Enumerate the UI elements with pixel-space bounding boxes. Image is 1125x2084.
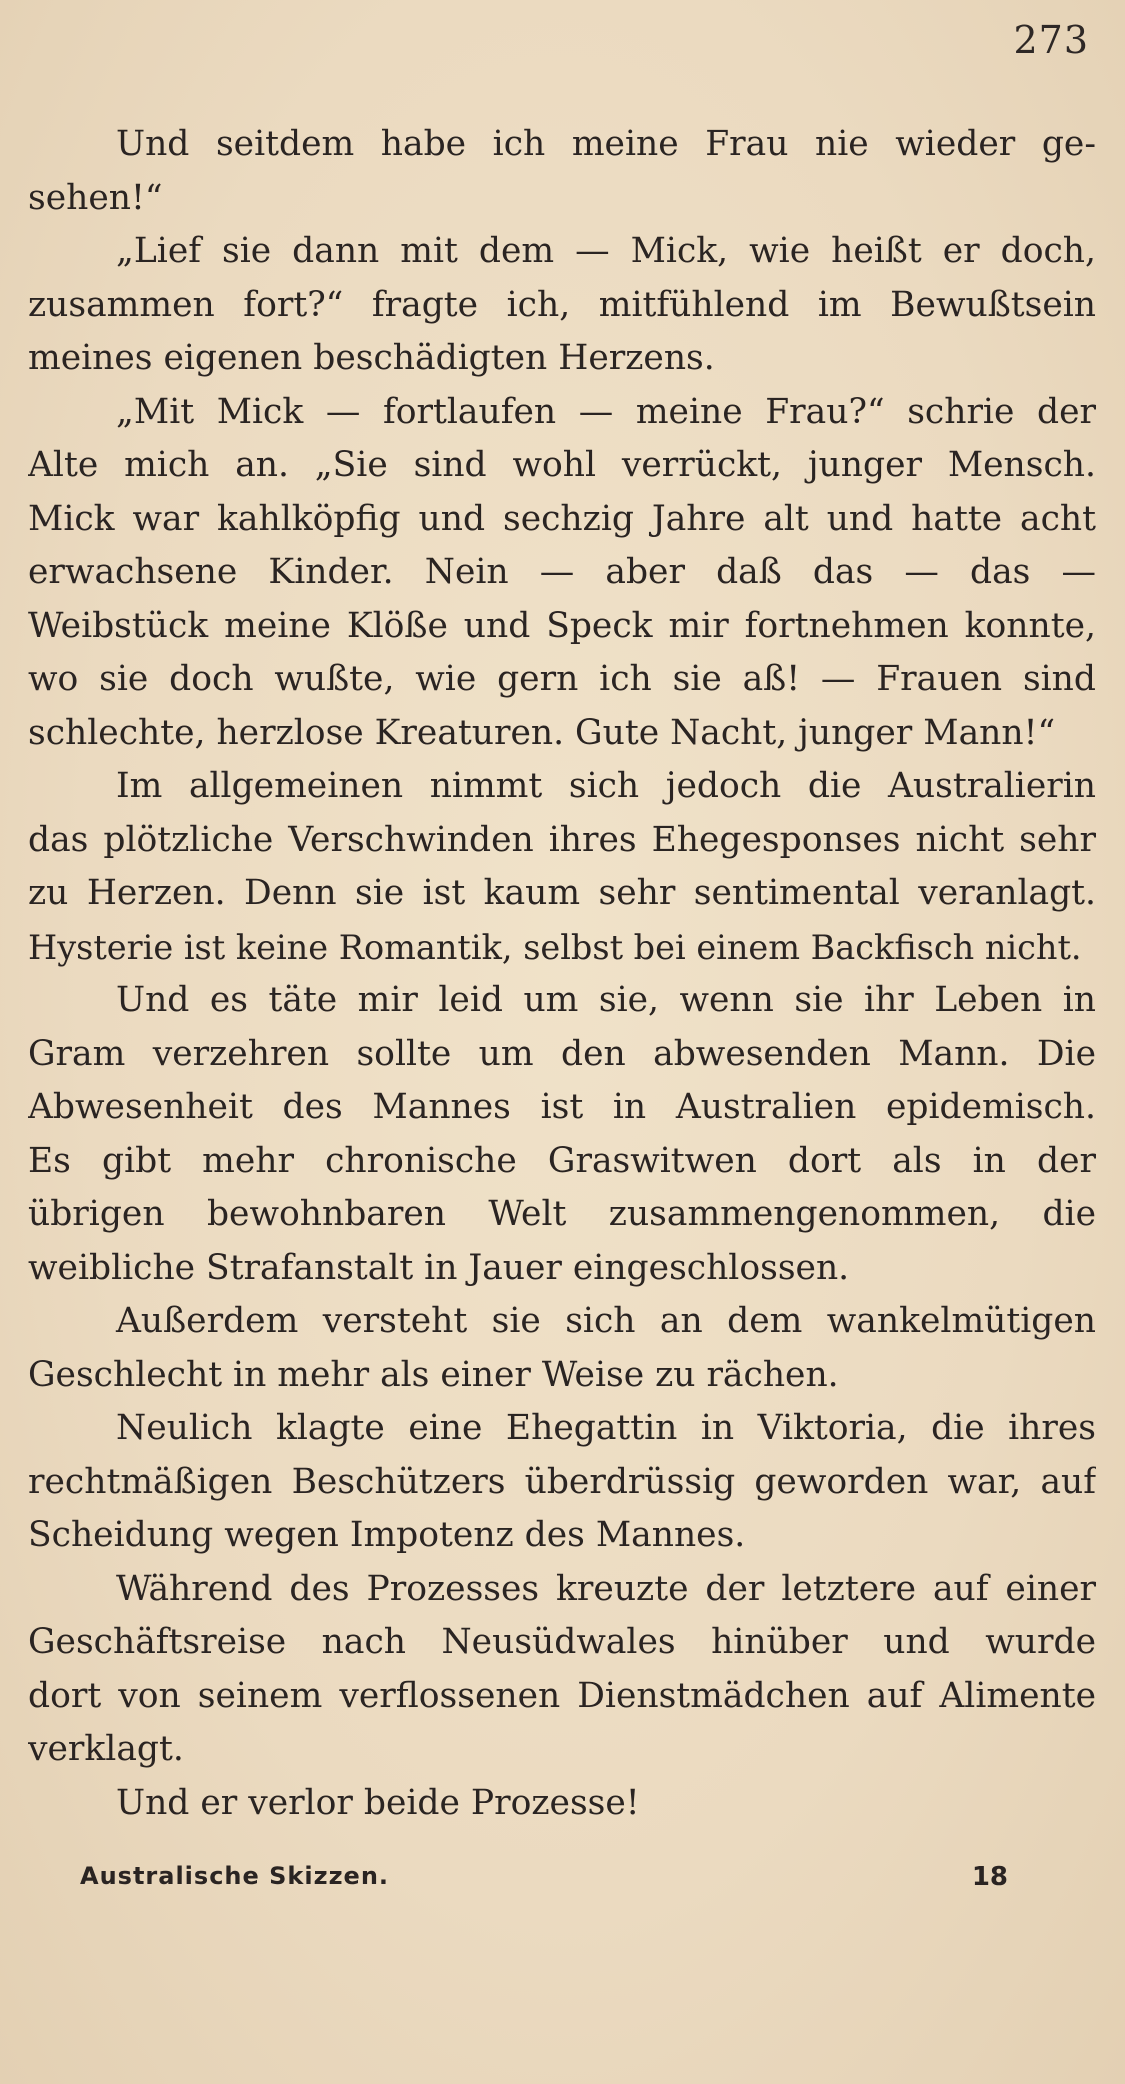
text-line: Neulich klagte eine Ehegattin in Viktoria, die ihres [116,1408,1096,1448]
body-text [28,118,1096,1830]
text-line: erwachsene Kinder. Nein — aber daß das — das — [28,552,1096,592]
text-line: Mick war kahlköpfig und sechzig Jahre alt und hatte acht [28,498,1096,539]
text-line: schlechte, herzlose Kreaturen. Gute Nacht, junger Mann!“ [28,712,1056,753]
text-line: zusammen fort?“ fragte ich, mitfühlend im Bewußtsein [28,284,1096,325]
text-line: übrigen bewohnbaren Welt zusammengenommen, die [28,1194,1096,1234]
signature-mark: 18 [971,1862,1008,1892]
text-line: wo sie doch wußte, wie gern ich sie aß! — Frauen sind [28,659,1096,699]
text-line: Alte mich an. „Sie sind wohl verrückt, junger Mensch. [28,445,1096,485]
text-line: Außerdem versteht sie sich an dem wankelmütigen [116,1301,1096,1341]
text-line: rechtmäßigen Beschützers überdrüssig geworden war, auf [28,1461,1096,1502]
text-line: weibliche Strafanstalt in Jauer eingeschlossen. [28,1247,850,1288]
running-title: Australische Skizzen. [80,1862,390,1890]
text-line: Und er verlor beide Prozesse! [116,1782,640,1823]
text-line: Abwesenheit des Mannes ist in Australien epidemisch. [28,1087,1096,1127]
text-line: zu Herzen. Denn sie ist kaum sehr sentimental veranlagt. [28,873,1096,913]
text-line: Geschlecht in mehr als einer Weise zu rächen. [28,1354,839,1395]
text-line: Und seitdem habe ich meine Frau nie wieder ge- [116,124,1096,164]
text-line: Hysterie ist keine Romantik, selbst bei einem Backfisch nicht. [28,927,1082,967]
text-line: sehen!“ [28,177,163,218]
text-line: „Mit Mick — fortlaufen — meine Frau?“ schrie der [116,391,1096,432]
text-line: Es gibt mehr chronische Graswitwen dort als in der [28,1140,1096,1181]
text-line: Weibstück meine Klöße und Speck mir fortnehmen konnte, [28,605,1096,646]
text-line: das plötzliche Verschwinden ihres Ehegesponses nicht sehr [28,819,1096,860]
text-line: meines eigenen beschädigten Herzens. [28,338,715,378]
text-line: dort von seinem verflossenen Dienstmädchen auf Alimente [28,1675,1096,1716]
text-line: Scheidung wegen Impotenz des Mannes. [28,1515,746,1555]
text-line: Im allgemeinen nimmt sich jedoch die Australierin [116,766,1096,806]
page-footer [28,1862,1008,1902]
text-line: Gram verzehren sollte um den abwesenden Mann. Die [28,1033,1096,1074]
text-line: verklagt. [28,1729,184,1769]
text-line: Und es täte mir leid um sie, wenn sie ihr Leben in [116,980,1096,1020]
text-line: Geschäftsreise nach Neusüdwales hinüber und wurde [28,1622,1096,1662]
text-line: „Lief sie dann mit dem — Mick, wie heißt er doch, [116,231,1096,271]
text-line: Während des Prozesses kreuzte der letztere auf einer [116,1568,1096,1609]
page-number: 273 [1013,18,1089,62]
